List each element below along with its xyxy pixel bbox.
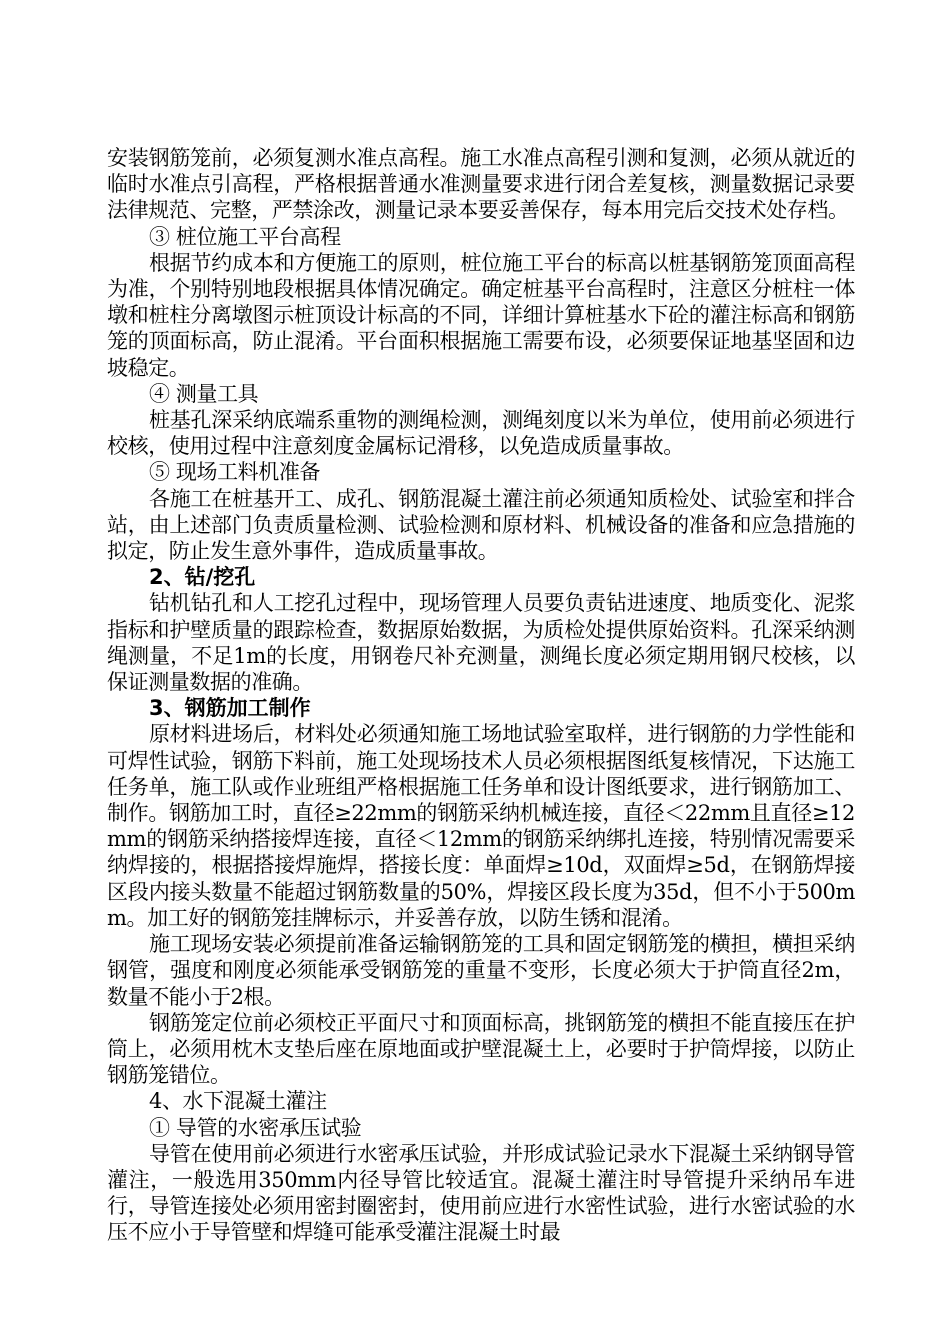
paragraph-cage-positioning: 钢筋笼定位前必须校正平面尺寸和顶面标高，挑钢筋笼的横担不能直接压在护筒上，必须用枕木支垫后座在原地面或护壁混凝土上，必要时于护筒焊接，以防止钢筋笼错位。 bbox=[107, 1010, 855, 1088]
section-heading-drilling: 2、钻/挖孔 bbox=[149, 565, 256, 590]
paragraph-measuring-tools: 桩基孔深采纳底端系重物的测绳检测，测绳刻度以米为单位，使用前必须进行校核，使用过程中注意刻度金属标记滑移，以免造成质量事故。 bbox=[107, 408, 855, 459]
paragraph-pipe-pressure-test: 导管在使用前必须进行水密承压试验，并形成试验记录水下混凝土采纳钢导管灌注，一般选用350mm内径导管比较适宜。混凝土灌注时导管提升采纳吊车进行，导管连接处必须用密封圈密封，使用前应进行水密性试验，进行水密试验的水压不应小于导管壁和焊缝可能承受灌注混凝土时最 bbox=[107, 1141, 855, 1245]
subheading-site-preparation: ⑤ 现场工料机准备 bbox=[149, 460, 321, 485]
paragraph-site-preparation: 各施工在桩基开工、成孔、钢筋混凝土灌注前必须通知质检处、试验室和拌合站，由上述部门负责质量检测、试验检测和原材料、机械设备的准备和应急措施的拟定，防止发生意外事件，造成质量事故。 bbox=[107, 486, 855, 564]
paragraph-leveling-check: 安装钢筋笼前，必须复测水准点高程。施工水准点高程引测和复测，必须从就近的临时水准点引高程，严格根据普通水准测量要求进行闭合差复核，测量数据记录要法律规范、完整，严禁涂改，测量记录本要妥善保存，每本用完后交技术处存档。 bbox=[107, 146, 855, 223]
paragraph-cage-installation: 施工现场安装必须提前准备运输钢筋笼的工具和固定钢筋笼的横担，横担采纳钢管，强度和刚度必须能承受钢筋笼的重量不变形，长度必须大于护筒直径2m，数量不能小于2根。 bbox=[107, 932, 855, 1009]
paragraph-platform-elevation: 根据节约成本和方便施工的原则，桩位施工平台的标高以桩基钢筋笼顶面高程为准，个别特别地段根据具体情况确定。确定桩基平台高程时，注意区分桩柱一体墩和桩柱分离墩图示桩顶设计标高的不同，详细计算桩基水下砼的灌注标高和钢筋笼的顶面标高，防止混淆。平台面积根据施工需要布设，必须要保证地基坚固和边坡稳定。 bbox=[107, 250, 855, 380]
paragraph-drilling: 钻机钻孔和人工挖孔过程中，现场管理人员要负责钻进速度、地质变化、泥浆指标和护壁质量的跟踪检查，数据原始数据，为质检处提供原始资料。孔深采纳测绳测量，不足1m的长度，用钢卷尺补充测量，测绳长度必须定期用钢尺校核，以保证测量数据的准确。 bbox=[107, 591, 855, 695]
section-heading-underwater-concrete: 4、水下混凝土灌注 bbox=[149, 1089, 327, 1114]
subheading-measuring-tools: ④ 测量工具 bbox=[149, 381, 259, 406]
section-heading-rebar-fabrication: 3、钢筋加工制作 bbox=[149, 696, 311, 721]
subheading-pipe-pressure-test: ① 导管的水密承压试验 bbox=[149, 1115, 362, 1140]
document-body bbox=[107, 145, 855, 1246]
subheading-platform-elevation: ③ 桩位施工平台高程 bbox=[149, 224, 341, 249]
paragraph-rebar-fabrication: 原材料进场后，材料处必须通知施工场地试验室取样，进行钢筋的力学性能和可焊性试验，钢筋下料前，施工处现场技术人员必须根据图纸复核情况，下达施工任务单，施工队或作业班组严格根据施工任务单和设计图纸要求，进行钢筋加工、制作。钢筋加工时，直径≥22mm的钢筋采纳机械连接，直径＜22mm且直径≥12mm的钢筋采纳搭接焊连接，直径＜12mm的钢筋采纳绑扎连接，特别情况需要采纳焊接的，根据搭接焊施焊，搭接长度：单面焊≥10d，双面焊≥5d，在钢筋焊接区段内接头数量不能超过钢筋数量的50%，焊接区段长度为35d，但不小于500mm。加工好的钢筋笼挂牌标示，并妥善存放，以防生锈和混淆。 bbox=[107, 722, 855, 930]
